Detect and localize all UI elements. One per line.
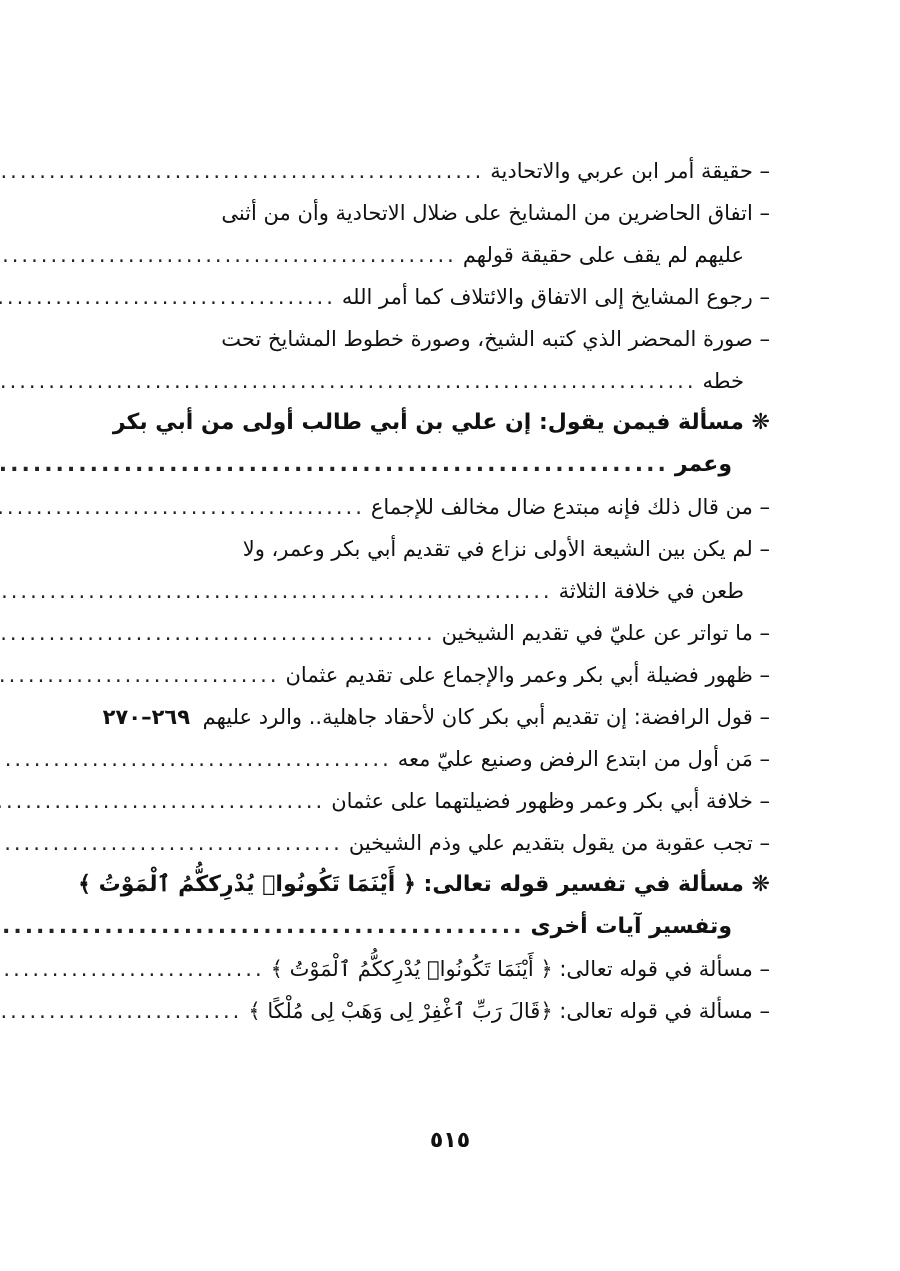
- entry-title: – تجب عقوبة من يقول بتقديم علي وذم الشيخين: [348, 831, 770, 855]
- dot-leader: [0, 738, 392, 780]
- dot-leader: [0, 990, 242, 1032]
- toc-entry: [112, 780, 770, 822]
- toc-entry: [102, 696, 770, 738]
- entry-title: – اتفاق الحاضرين من المشايخ على ضلال الاتحادية وأن من أثنى: [221, 201, 770, 225]
- entry-title: – رجوع المشايخ إلى الاتفاق والائتلاف كما أمر الله: [341, 285, 770, 309]
- toc-entry-continuation: [112, 570, 744, 612]
- toc-entry: [112, 318, 770, 360]
- entry-title: – حقيقة أمر ابن عربي والاتحادية: [490, 159, 770, 183]
- entry-title: – مسألة في قوله تعالى: ﴿قَالَ رَبِّ ٱغْفِرْ لِى وَهَبْ لِى مُلْكًا ﴾: [248, 999, 770, 1023]
- toc-section-heading: [112, 402, 770, 444]
- toc-section-heading-continuation: [112, 444, 732, 486]
- page-number: ٥١٥: [429, 1128, 471, 1153]
- section-title: ❋ مسألة فيمن يقول: إن علي بن أبي طالب أولى من أبي بكر: [112, 410, 770, 435]
- entry-title: – ما تواتر عن عليّ في تقديم الشيخين: [441, 621, 770, 645]
- toc-entry: [112, 276, 770, 318]
- toc-entry: [112, 612, 770, 654]
- toc-entry: [112, 528, 770, 570]
- toc-entry: [112, 192, 770, 234]
- entry-pages: ٢٦٩–٢٧٠: [102, 705, 191, 729]
- toc-entry: [112, 990, 770, 1032]
- section-title: وتفسير آيات أخرى: [530, 914, 732, 939]
- dot-leader: [0, 444, 669, 486]
- dot-leader: [0, 822, 343, 864]
- section-title: ❋ مسألة في تفسير قوله تعالى: ﴿ أَيْنَمَا تَكُونُوا۟ يُدْرِككُّمُ ٱلْمَوْتُ ﴾: [78, 872, 770, 897]
- dot-leader: [0, 906, 524, 948]
- table-of-contents: [78, 150, 770, 1032]
- dot-leader: [0, 570, 553, 612]
- dot-leader: [0, 780, 325, 822]
- toc-entry: [112, 948, 770, 990]
- toc-entry-continuation: [112, 360, 744, 402]
- toc-section-heading: [78, 864, 770, 906]
- entry-title: – مَن أول من ابتدع الرفض وصنيع عليّ معه: [397, 747, 770, 771]
- toc-entry: [112, 486, 770, 528]
- dot-leader: [0, 486, 365, 528]
- dot-leader: [0, 234, 457, 276]
- entry-title: خطه: [702, 369, 744, 393]
- dot-leader: [0, 360, 697, 402]
- toc-entry: [112, 822, 770, 864]
- entry-title: – خلافة أبي بكر وعمر وظهور فضيلتهما على عثمان: [331, 789, 770, 813]
- entry-title: – ظهور فضيلة أبي بكر وعمر والإجماع على تقديم عثمان: [285, 663, 770, 687]
- entry-title: عليهم لم يقف على حقيقة قولهم: [462, 243, 744, 267]
- dot-leader: [0, 276, 336, 318]
- entry-title: – قول الرافضة: إن تقديم أبي بكر كان لأحقاد جاهلية.. والرد عليهم: [202, 705, 770, 729]
- entry-title: – صورة المحضر الذي كتبه الشيخ، وصورة خطوط المشايخ تحت: [221, 327, 770, 351]
- dot-leader: [0, 150, 484, 192]
- toc-entry: [112, 654, 770, 696]
- dot-leader: [0, 654, 280, 696]
- toc-entry: [112, 738, 770, 780]
- section-title: وعمر: [674, 452, 732, 477]
- entry-title: – من قال ذلك فإنه مبتدع ضال مخالف للإجماع: [370, 495, 770, 519]
- dot-leader: [0, 948, 265, 990]
- dot-leader: [0, 612, 436, 654]
- toc-entry: [112, 150, 770, 192]
- entry-title: – مسألة في قوله تعالى: ﴿ أَيْنَمَا تَكُونُوا۟ يُدْرِككُّمُ ٱلْمَوْتُ ﴾: [270, 957, 770, 981]
- toc-section-heading-continuation: [112, 906, 732, 948]
- entry-title: طعن في خلافة الثلاثة: [558, 579, 744, 603]
- toc-entry-continuation: [112, 234, 744, 276]
- entry-title: – لم يكن بين الشيعة الأولى نزاع في تقديم أبي بكر وعمر، ولا: [242, 537, 770, 561]
